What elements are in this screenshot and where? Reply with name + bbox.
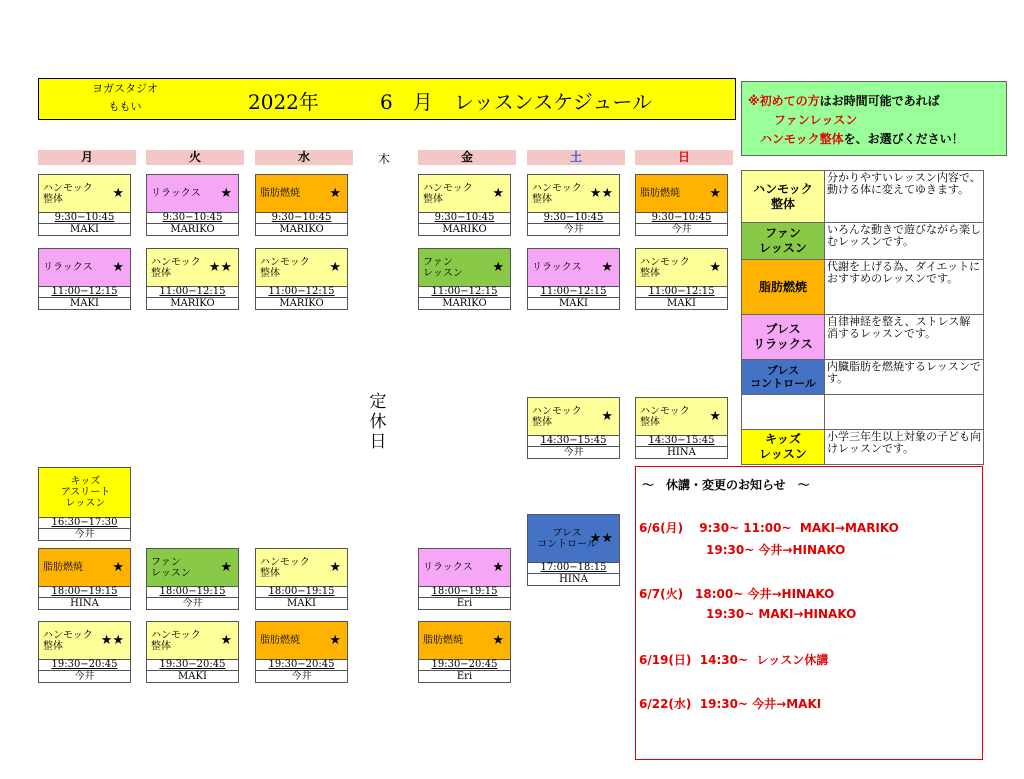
lesson-time: 11:00−12:15 [38,287,131,298]
studio-name [80,80,170,116]
lesson-time: 9:30−10:45 [38,213,131,224]
lesson-card [255,174,348,236]
lesson-teacher: 今井 [635,224,728,236]
lesson-teacher: Eri [418,598,511,610]
closed-char: 休 [369,412,387,432]
legend-desc: 分かりやすいレッスン内容で、動ける体に変えてゆきます。 [825,171,984,223]
day-header-sun: 日 [635,150,733,165]
difficulty-stars: ★★ [100,633,124,648]
lesson-time: 19:30−20:45 [255,660,348,671]
legend-desc: 小学三年生以上対象の子ども向けレッスンです。 [825,430,984,465]
day-header-mon: 月 [38,150,136,165]
legend-row [742,430,984,465]
lesson-card [418,248,511,310]
legend-desc: 内臓脂肪を燃焼するレッスンです。 [825,360,984,395]
lesson-time: 14:30−15:45 [635,436,728,447]
lesson-teacher: MARIKO [255,298,348,310]
difficulty-stars: ★ [709,186,721,201]
lesson-teacher: MAKI [527,298,620,310]
lesson-teacher: MARIKO [418,224,511,236]
lesson-card [527,174,620,236]
notice-line: 19:30~ MAKI→HINAKO [706,607,857,621]
legend-row [742,315,984,360]
notice-line: 6/22(水) 19:30~ 今井→MAKI [639,697,822,711]
lesson-card [635,397,728,459]
lesson-name: ハンモック 整体 [43,182,93,205]
lesson-time: 11:00−12:15 [418,287,511,298]
legend-row [742,395,984,430]
lesson-name: ハンモック 整体 [43,629,93,652]
lesson-card [527,514,620,587]
day-header-fri: 金 [418,150,516,165]
notice-line: 19:30~ 今井→HINAKO [706,543,846,557]
legend-name: ブレス リラックス [742,315,825,360]
lesson-time: 11:00−12:15 [255,287,348,298]
lesson-teacher: MAKI [38,224,131,236]
legend-desc: 自律神経を整え、ストレス解消するレッスンです。 [825,315,984,360]
lesson-name: 脂肪燃焼 [43,562,83,573]
day-header-thu: 木 [378,152,391,166]
lesson-time: 18:00−19:15 [418,587,511,598]
lesson-time: 19:30−20:45 [146,660,239,671]
difficulty-stars: ★ [492,186,504,201]
studio-name-line1: ヨガスタジオ [92,82,158,95]
difficulty-stars: ★ [601,260,613,275]
notice-box [635,466,983,760]
title-year: 2022年 [248,90,319,114]
lesson-name: リラックス [151,188,201,199]
lesson-name: ファン レッスン [151,556,191,579]
lesson-card [38,548,131,610]
lesson-teacher: MARIKO [146,224,239,236]
day-header-wed: 水 [255,150,353,165]
notice-line: 6/7(火) 18:00~ 今井→HINAKO [639,587,835,601]
legend-name: キッズ レッスン [742,430,825,465]
lesson-card [146,621,239,683]
note-line1-red: ※初めての方 [748,94,820,108]
lesson-teacher: MAKI [635,298,728,310]
lesson-card [38,467,131,541]
lesson-teacher: MARIKO [418,298,511,310]
legend-desc: 代謝を上げる為、ダイエットにおすすめのレッスンです。 [825,260,984,315]
lesson-card [38,248,131,310]
lesson-teacher: HINA [38,598,131,610]
difficulty-stars: ★★ [208,260,232,275]
difficulty-stars: ★ [329,186,341,201]
legend-row [742,360,984,395]
lesson-legend [741,170,984,465]
difficulty-stars: ★ [112,186,124,201]
lesson-card [635,248,728,310]
note-line1-black: はお時間可能であれば [819,94,940,108]
notice-title: ～ 休講・変更のお知らせ ～ [642,478,810,492]
lesson-card [527,397,620,459]
lesson-name: ハンモック 整体 [532,405,582,428]
legend-row [742,171,984,223]
studio-name-line2: ももい [108,100,142,113]
lesson-card [38,621,131,683]
lesson-time: 11:00−12:15 [146,287,239,298]
lesson-teacher: HINA [527,574,620,586]
difficulty-stars: ★ [601,409,613,424]
lesson-time: 19:30−20:45 [38,660,131,671]
lesson-teacher: HINA [635,447,728,459]
lesson-teacher: MAKI [255,598,348,610]
lesson-time: 18:00−19:15 [255,587,348,598]
lesson-name: 脂肪燃焼 [260,188,300,199]
lesson-card [146,548,239,610]
difficulty-stars: ★ [329,260,341,275]
legend-name: ブレス コントロール [742,360,825,395]
difficulty-stars: ★ [709,260,721,275]
lesson-time: 14:30−15:45 [527,436,620,447]
lesson-teacher: 今井 [38,671,131,683]
lesson-name: リラックス [43,262,93,273]
lesson-name: キッズ アスリート レッスン [60,476,111,509]
lesson-name: ハンモック 整体 [151,629,201,652]
difficulty-stars: ★ [220,186,232,201]
lesson-name: 脂肪燃焼 [640,188,680,199]
note-line3-red: ハンモック整体 [760,132,844,146]
difficulty-stars: ★ [492,560,504,575]
note-line3-black: を、お選びください！ [843,132,964,146]
difficulty-stars: ★ [492,633,504,648]
lesson-card [146,248,239,310]
lesson-time: 11:00−12:15 [635,287,728,298]
day-header-tue: 火 [146,150,244,165]
first-timer-note [741,81,1007,156]
lesson-teacher: MAKI [38,298,131,310]
closed-char: 日 [369,432,387,452]
lesson-name: ハンモック 整体 [532,182,582,205]
lesson-teacher: 今井 [38,529,131,541]
lesson-card [255,548,348,610]
notice-line: 6/6(月) 9:30~ 11:00~ MAKI→MARIKO [639,521,899,535]
legend-row [742,260,984,315]
difficulty-stars: ★ [709,409,721,424]
lesson-card [418,174,511,236]
lesson-time: 11:00−12:15 [527,287,620,298]
legend-desc: いろんな動きで遊びながら楽しむレッスンです。 [825,223,984,260]
lesson-time: 9:30−10:45 [635,213,728,224]
lesson-time: 9:30−10:45 [418,213,511,224]
lesson-name: ハンモック 整体 [640,256,690,279]
legend-name: 脂肪燃焼 [742,260,825,315]
lesson-time: 18:00−19:15 [146,587,239,598]
lesson-card [38,174,131,236]
lesson-time: 9:30−10:45 [527,213,620,224]
lesson-name: リラックス [532,262,582,273]
lesson-teacher: MARIKO [255,224,348,236]
legend-desc [825,395,984,430]
lesson-card [527,248,620,310]
difficulty-stars: ★ [112,560,124,575]
lesson-name: ブレス コントロール [537,527,597,550]
lesson-time: 19:30−20:45 [418,660,511,671]
lesson-card [255,248,348,310]
lesson-teacher: MAKI [146,671,239,683]
lesson-card [418,548,511,610]
title-month: 6 月 [380,90,433,114]
difficulty-stars: ★★ [589,531,613,546]
difficulty-stars: ★ [220,633,232,648]
legend-name: ファン レッスン [742,223,825,260]
lesson-card [418,621,511,683]
difficulty-stars: ★ [492,260,504,275]
legend-name: ハンモック 整体 [742,171,825,223]
lesson-teacher: 今井 [527,447,620,459]
lesson-teacher: 今井 [527,224,620,236]
lesson-name: 脂肪燃焼 [260,635,300,646]
lesson-name: ハンモック 整体 [640,405,690,428]
day-header-sat: 土 [527,150,625,165]
difficulty-stars: ★ [329,633,341,648]
lesson-name: リラックス [423,562,473,573]
legend-row [742,223,984,260]
lesson-card [255,621,348,683]
lesson-teacher: MARIKO [146,298,239,310]
difficulty-stars: ★ [329,560,341,575]
lesson-name: ハンモック 整体 [260,556,310,579]
lesson-time: 18:00−19:15 [38,587,131,598]
note-line2: ファンレッスン [774,113,858,127]
closed-char: 定 [369,392,387,412]
lesson-teacher: 今井 [146,598,239,610]
lesson-teacher: Eri [418,671,511,683]
lesson-name: ハンモック 整体 [260,256,310,279]
lesson-name: ハンモック 整体 [423,182,473,205]
lesson-name: 脂肪燃焼 [423,635,463,646]
difficulty-stars: ★★ [589,186,613,201]
notice-line: 6/19(日) 14:30~ レッスン休講 [639,653,829,667]
lesson-time: 9:30−10:45 [255,213,348,224]
difficulty-stars: ★ [112,260,124,275]
lesson-time: 9:30−10:45 [146,213,239,224]
lesson-card [146,174,239,236]
title-label: レッスンスケジュール [454,90,652,114]
lesson-time: 16:30−17:30 [38,518,131,529]
difficulty-stars: ★ [220,560,232,575]
lesson-name: ハンモック 整体 [151,256,201,279]
lesson-card [635,174,728,236]
lesson-teacher: 今井 [255,671,348,683]
lesson-name: ファン レッスン [423,256,463,279]
closed-day-label [368,392,388,452]
lesson-time: 17:00−18:15 [527,563,620,574]
legend-name [742,395,825,430]
